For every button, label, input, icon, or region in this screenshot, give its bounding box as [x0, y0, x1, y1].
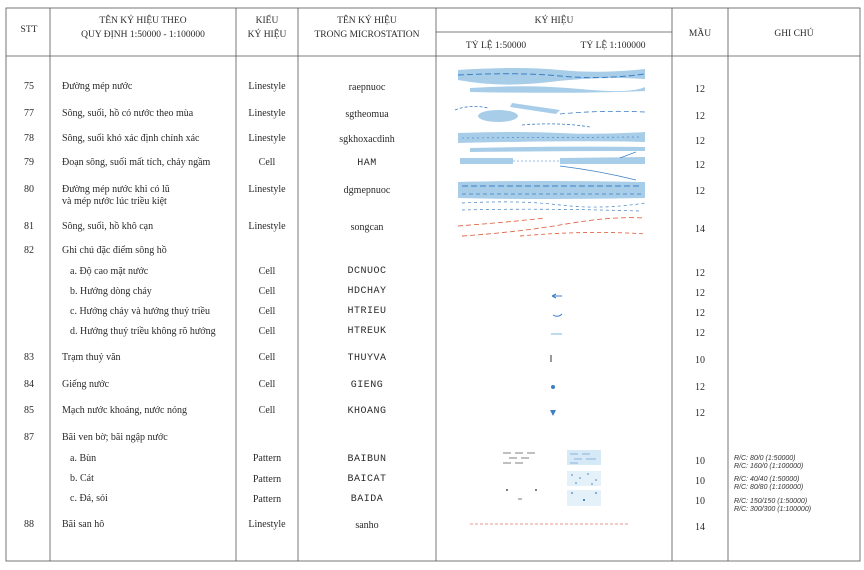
row-color: 14 [695, 224, 705, 235]
row-type: Pattern [252, 453, 282, 464]
row-color: 10 [695, 456, 705, 467]
row-ms: sanho [355, 520, 379, 531]
row-name: Sông, suối, hồ có nước theo mùa [62, 108, 194, 119]
row-color: 12 [695, 186, 705, 197]
row-stt: 78 [24, 133, 34, 144]
row-name: Ghi chú đặc điểm sông hồ [62, 245, 167, 256]
row-type: Cell [258, 379, 276, 390]
row-stt: 88 [24, 519, 34, 530]
symbol-sgtheomua [455, 103, 645, 127]
row-color: 10 [695, 476, 705, 487]
row-note-line2: R/C: 300/300 (1:100000) [734, 506, 812, 513]
row-color: 12 [695, 111, 705, 122]
row-name: Đường mép nước khi có lũ [62, 184, 170, 195]
row-stt: 84 [24, 379, 34, 390]
row-type: Cell [258, 266, 276, 277]
row-color: 12 [695, 382, 705, 393]
row-color: 12 [695, 84, 705, 95]
row-note-line2: R/C: 160/0 (1:100000) [734, 463, 804, 470]
row-ms: songcan [350, 222, 384, 233]
header-color: MẦU [688, 29, 712, 39]
row-color: 12 [695, 408, 705, 419]
row-color: 12 [695, 136, 705, 147]
row-note-line1: R/C: 80/0 (1:50000) [734, 455, 796, 462]
row-ms: THUYVA [347, 353, 387, 364]
row-name: a. Độ cao mặt nước [70, 266, 149, 277]
row-ms: sgtheomua [345, 109, 389, 120]
row-type: Cell [258, 306, 276, 317]
row-color: 10 [695, 355, 705, 366]
row-type: Linestyle [248, 81, 286, 92]
row-ms: BAIDA [350, 494, 384, 505]
row-type: Linestyle [248, 221, 286, 232]
symbol-ham [460, 152, 645, 180]
header-scale-50000: TỶ LỆ 1:50000 [465, 41, 527, 51]
row-ms: DCNUOC [347, 266, 387, 277]
row-type: Cell [258, 352, 276, 363]
row-stt: 81 [24, 221, 34, 232]
row-name: b. Hướng dòng chảy [70, 286, 152, 297]
row-note-line1: R/C: 40/40 (1:50000) [734, 476, 800, 483]
row-name: Mạch nước khoáng, nước nóng [62, 405, 187, 416]
symbol-baida [506, 489, 601, 506]
row-type: Cell [258, 157, 276, 168]
row-color: 12 [695, 288, 705, 299]
header-stt: STT [20, 25, 38, 35]
row-name: Sông, suối, hồ khô cạn [62, 221, 154, 232]
row-ms: GIENG [350, 380, 384, 391]
row-name: Bãi san hô [62, 519, 105, 530]
row-stt: 82 [24, 245, 34, 256]
header-name-line2: QUY ĐỊNH 1:50000 - 1:100000 [81, 30, 205, 40]
header-ms-line2: TRONG MICROSTATION [314, 30, 420, 40]
header-type-line2: KÝ HIỆU [247, 30, 287, 40]
row-ms: dgmepnuoc [343, 185, 391, 196]
symbol-baicat [567, 471, 601, 486]
row-color: 12 [695, 328, 705, 339]
symbol-dgmepnuoc [458, 181, 645, 211]
header-symbol: KÝ HIỆU [534, 16, 574, 26]
row-name: c. Hướng chảy và hướng thuỷ triều [70, 306, 210, 317]
row-color: 12 [695, 268, 705, 279]
row-color: 12 [695, 160, 705, 171]
symbol-htrieu [553, 314, 562, 316]
row-ms: BAICAT [347, 474, 387, 485]
row-name: a. Bùn [70, 453, 97, 464]
symbol-baibun [503, 450, 601, 465]
row-ms: HTRIEU [347, 306, 387, 317]
header-ms-line1: TÊN KÝ HIỆU [337, 16, 397, 26]
row-name: Đoạn sông, suối mất tích, chảy ngầm [62, 157, 211, 168]
row-type: Cell [258, 326, 276, 337]
row-note-line2: R/C: 80/80 (1:100000) [734, 484, 804, 491]
row-type: Linestyle [248, 133, 286, 144]
row-stt: 75 [24, 81, 34, 92]
symbol-raepnuoc [458, 68, 645, 93]
row-ms: HDCHAY [347, 286, 387, 297]
row-type: Cell [258, 286, 276, 297]
symbol-khoang [550, 410, 556, 416]
row-type: Cell [258, 405, 276, 416]
row-color: 12 [695, 308, 705, 319]
row-ms: HTREUK [347, 326, 387, 337]
row-stt: 83 [24, 352, 34, 363]
header-scale-100000: TỶ LỆ 1:100000 [580, 41, 646, 51]
row-type: Linestyle [248, 184, 286, 195]
row-stt: 85 [24, 405, 34, 416]
row-name: Giếng nước [62, 379, 110, 390]
row-stt: 87 [24, 432, 34, 443]
row-name: Sông, suối khó xác định chính xác [62, 133, 200, 144]
symbol-sgkhoxacdinh [458, 132, 645, 152]
row-name: Bãi ven bờ; bãi ngập nước [62, 432, 168, 443]
symbol-songcan [458, 218, 645, 236]
row-type: Pattern [252, 474, 282, 485]
header-type-line1: KIỂU [255, 16, 279, 26]
row-color: 10 [695, 496, 705, 507]
row-ms: HAM [357, 158, 377, 169]
row-type: Linestyle [248, 519, 286, 530]
row-ms: KHOANG [347, 406, 387, 417]
row-name: c. Đá, sỏi [70, 493, 108, 504]
row-name: b. Cát [70, 473, 94, 484]
symbol-hdchay [552, 294, 562, 298]
header-name-line1: TÊN KÝ HIỆU THEO [99, 16, 187, 26]
row-ms: BAIBUN [347, 454, 387, 465]
row-ms: raepnuoc [348, 82, 386, 93]
header-note: GHI CHÚ [774, 29, 814, 39]
symbol-gieng [551, 385, 555, 389]
row-name: Trạm thuỷ văn [62, 352, 121, 363]
row-name: d. Hướng thuỷ triều không rõ hướng [70, 326, 216, 337]
row-name-line2: và mép nước lúc triều kiệt [62, 196, 167, 207]
row-type: Linestyle [248, 108, 286, 119]
row-stt: 79 [24, 157, 34, 168]
row-name: Đường mép nước [62, 81, 133, 92]
row-stt: 77 [24, 108, 34, 119]
row-color: 14 [695, 522, 705, 533]
row-note-line1: R/C: 150/150 (1:50000) [734, 498, 808, 505]
row-type: Pattern [252, 494, 282, 505]
row-stt: 80 [24, 184, 34, 195]
row-ms: sgkhoxacdinh [339, 134, 395, 145]
